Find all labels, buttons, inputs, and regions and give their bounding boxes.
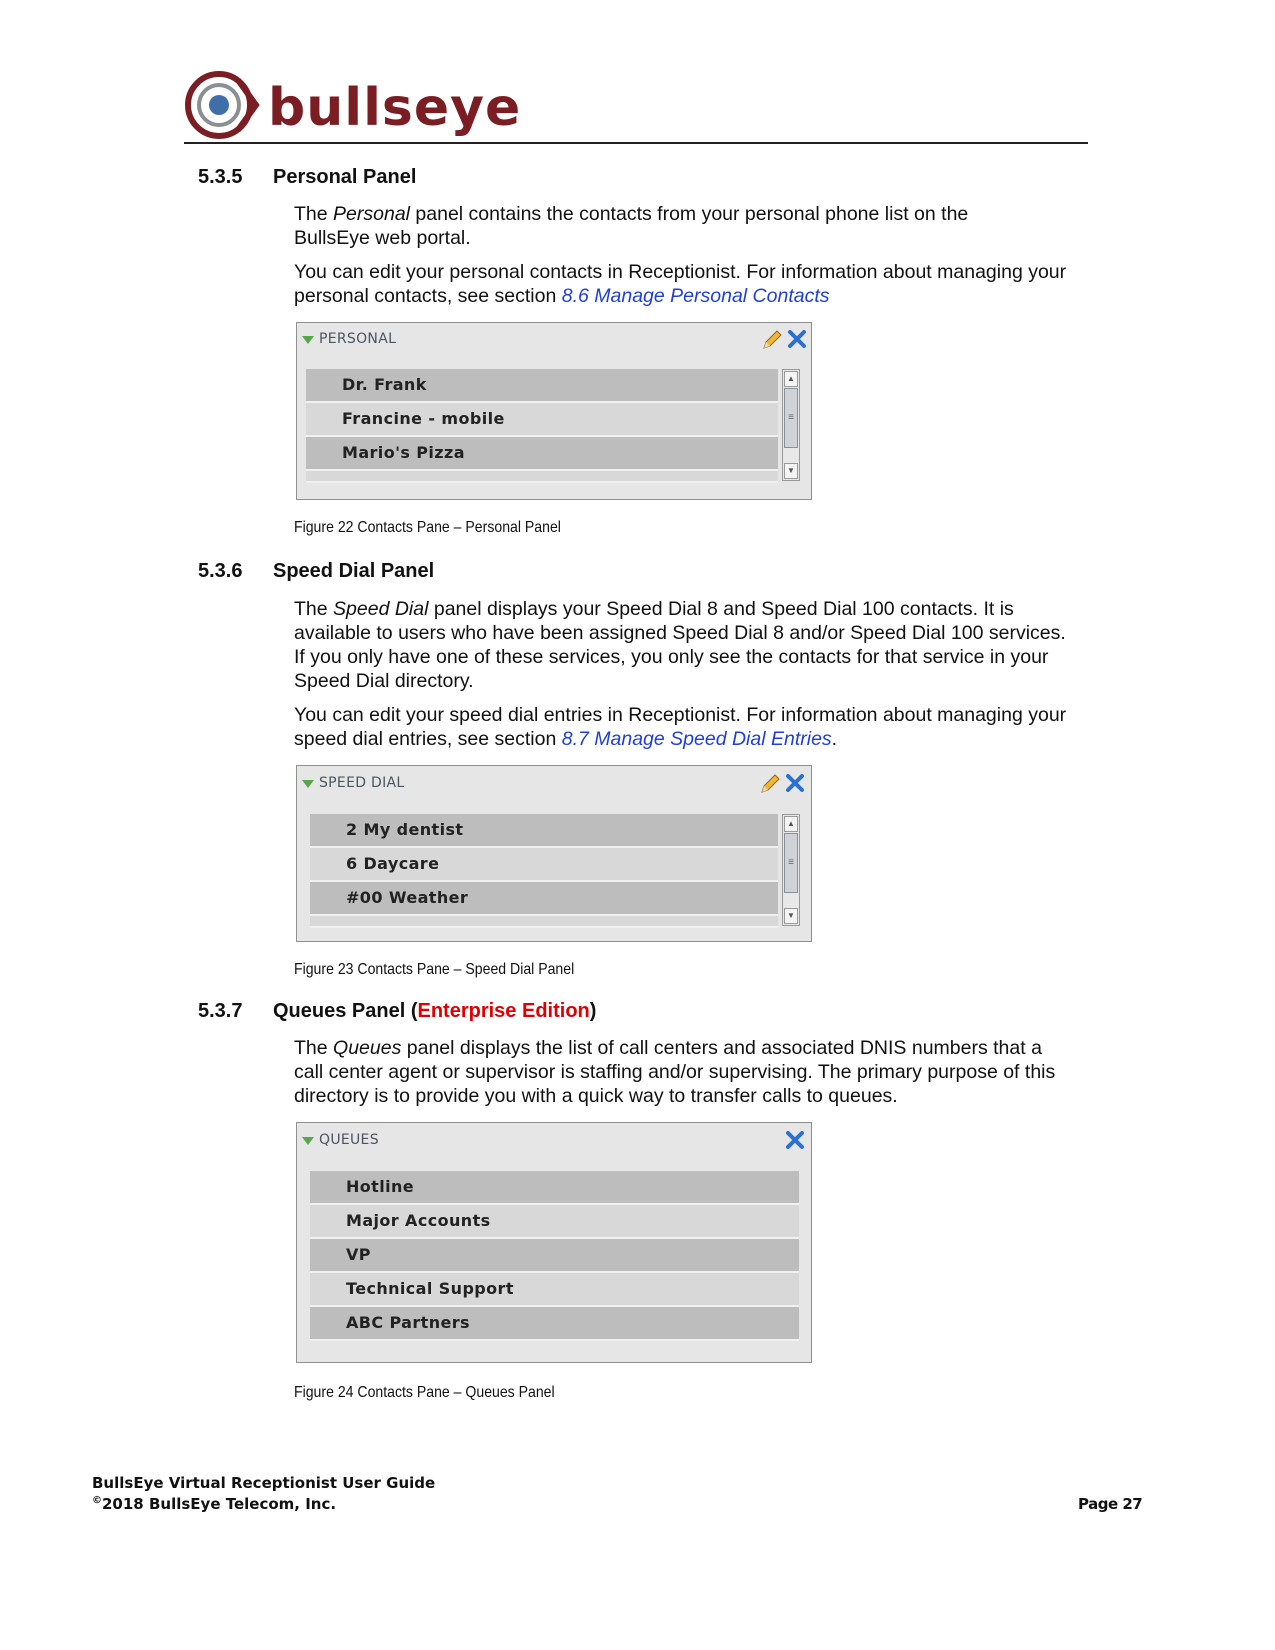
section-link[interactable]: 8.7 Manage Speed Dial Entries [561,728,832,750]
collapse-triangle-icon[interactable] [302,336,314,344]
section-title: Personal Panel [273,166,417,188]
panel-header[interactable] [297,1123,811,1157]
section-title: Speed Dial Panel [273,560,435,582]
list-item[interactable]: Technical Support [310,1273,799,1307]
paragraph: The Speed Dial panel displays your Speed Dial 8 and Speed Dial 100 contacts. It is available to users who have been assigned Speed Dial 8 and/or Speed Dial 100 services. If you only have one of these services, you only see the contacts for that service in your Speed Dial directory. [294,598,1066,692]
list-item[interactable]: #00 Weather [310,882,778,916]
emphasis: Speed Dial [333,598,429,620]
paragraph: The Personal panel contains the contacts from your personal phone list on the BullsEye web portal. [294,203,969,249]
close-icon[interactable] [787,329,807,349]
footer-guide-title: BullsEye Virtual Receptionist User Guide [92,1474,436,1492]
scrollbar[interactable] [782,369,800,481]
list-item[interactable]: Francine - mobile [306,403,778,437]
list-item[interactable]: VP [310,1239,799,1273]
list-item[interactable]: Hotline [310,1171,799,1205]
queue-list [310,1171,799,1341]
scroll-up-icon[interactable]: ▲ [784,371,798,387]
collapse-triangle-icon[interactable] [302,780,314,788]
section-number: 5.3.7 [198,1000,243,1022]
section-link[interactable]: 8.6 Manage Personal Contacts [561,285,830,307]
edit-pencil-icon[interactable] [761,329,783,351]
figure-caption: Figure 22 Contacts Pane – Personal Panel [294,519,561,536]
paragraph: You can edit your personal contacts in Receptionist. For information about managing your personal contacts, see section 8.6 Manage Personal Contacts [294,261,1067,307]
footer-copyright: ©2018 BullsEye Telecom, Inc. [92,1495,337,1513]
page-number: Page 27 [1078,1495,1143,1513]
paragraph: The Queues panel displays the list of call centers and associated DNIS numbers that a call center agent or supervisor is staffing and/or supervising. The primary purpose of this directory is to provide you with a quick way to transfer calls to queues. [294,1037,1056,1107]
logo-wordmark: bullseye [268,78,522,138]
list-item[interactable]: Dr. Frank [306,369,778,403]
contact-list [306,369,778,483]
panel-title: QUEUES [319,1132,379,1148]
close-icon[interactable] [785,773,805,793]
list-item[interactable]: ABC Partners [310,1307,799,1341]
emphasis: Queues [333,1037,402,1059]
scroll-thumb[interactable]: ≡ [784,833,798,893]
panel-header[interactable] [297,766,811,800]
header-rule [184,142,1088,144]
panel-title: SPEED DIAL [319,775,405,791]
section-title: Queues Panel (Enterprise Edition) [273,1000,597,1022]
figure-caption: Figure 23 Contacts Pane – Speed Dial Panel [294,961,575,978]
scroll-down-icon[interactable]: ▼ [784,463,798,479]
list-item[interactable]: 2 My dentist [310,814,778,848]
edition-label: Enterprise Edition [417,1000,590,1022]
speed-dial-list [310,814,778,928]
edit-pencil-icon[interactable] [759,773,781,795]
list-item-partial [310,916,778,928]
scroll-thumb[interactable]: ≡ [784,388,798,448]
panel-header[interactable] [297,323,811,357]
paragraph: You can edit your speed dial entries in Receptionist. For information about managing your speed dial entries, see section 8.7 Manage Speed Dial Entries. [294,704,1067,750]
collapse-triangle-icon[interactable] [302,1137,314,1145]
scroll-down-icon[interactable]: ▼ [784,908,798,924]
section-number: 5.3.6 [198,560,243,582]
section-number: 5.3.5 [198,166,243,188]
list-item[interactable]: 6 Daycare [310,848,778,882]
queues-panel [296,1122,812,1363]
speed-dial-panel [296,765,812,942]
figure-caption: Figure 24 Contacts Pane – Queues Panel [294,1384,555,1401]
personal-panel [296,322,812,500]
list-item[interactable]: Major Accounts [310,1205,799,1239]
panel-title: PERSONAL [319,331,397,347]
list-item-partial [306,471,778,483]
scrollbar[interactable] [782,814,800,926]
list-item[interactable]: Mario's Pizza [306,437,778,471]
close-icon[interactable] [785,1130,805,1150]
emphasis: Personal [333,203,410,225]
scroll-up-icon[interactable]: ▲ [784,816,798,832]
